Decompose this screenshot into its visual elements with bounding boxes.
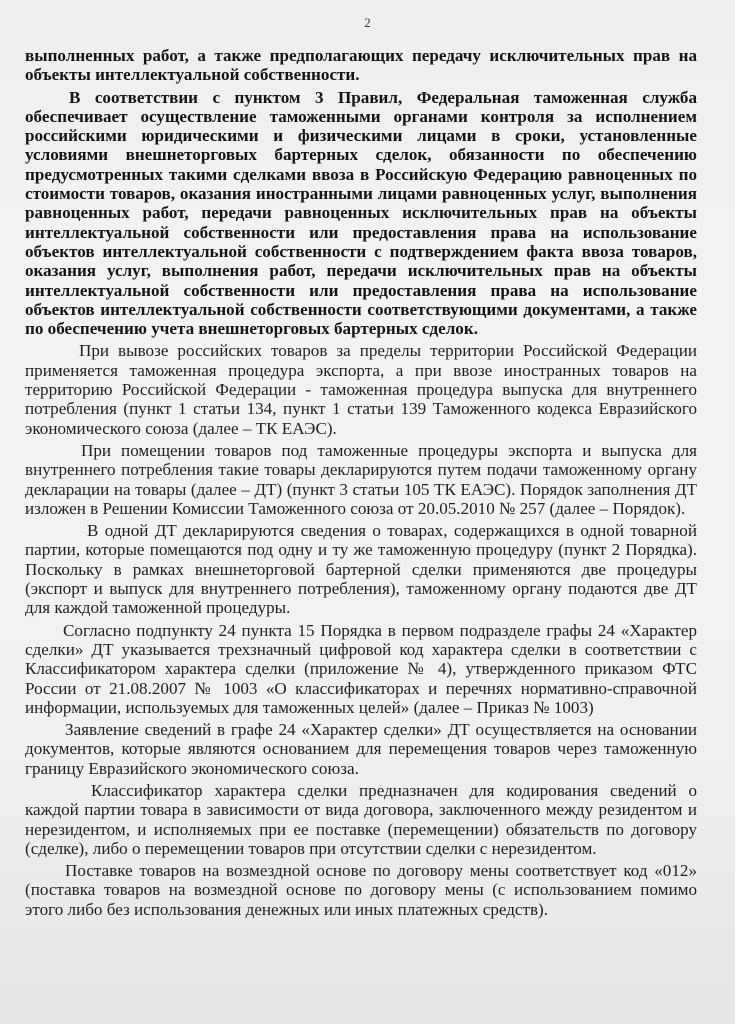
paragraph-9: Поставке товаров на возмездной основе по договору мены соответствует код «012» (поставка товаров на возмездной основе по договору мены (с использованием помимо этого либо без использования денежных или иных платежных средств). [25, 861, 697, 919]
paragraph-8: Классификатор характера сделки предназначен для кодирования сведений о каждой партии товара в зависимости от вида договора, заключенного между резидентом и нерезидентом, и исполняемых при ее поставке (перемещении) обязательств по договору (сделке), либо о перемещении товаров при отсутствии сделки с нерезидентом. [25, 780, 697, 858]
document-body [25, 46, 697, 922]
paragraph-4: При помещении товаров под таможенные процедуры экспорта и выпуска для внутреннего потребления такие товары декларируются путем подачи таможенному органу декларации на товары (далее – ДТ) (пункт 3 статьи 105 ТК ЕАЭС). Порядок заполнения ДТ изложен в Решении Комиссии Таможенного союза от 20.05.2010 № 257 (далее – Порядок). [25, 440, 697, 518]
paragraph-2: В соответствии с пунктом 3 Правил, Федеральная таможенная служба обеспечивает осуществление таможенными органами контроля за исполнением российскими юридическими и физическими лицами в сроки, установленные условиями внешнеторговых бартерных сделок, обязанности по обеспечению предусмотренных такими сделками ввоза в Российскую Федерацию равноценных по стоимости товаров, оказания иностранными лицами равноценных услуг, выполнения равноценных работ, передачи равноценных исключительных прав на объекты интеллектуальной собственности или предоставления права на использование объектов интеллектуальной собственности с подтверждением факта ввоза товаров, оказания услуг, выполнения работ, передачи исключительных прав на объекты интеллектуальной собственности или предоставления права на использование объектов интеллектуальной собственности соответствующими документами, а также по обеспечению учета внешнеторговых бартерных сделок. [25, 87, 697, 339]
paragraph-3: При вывозе российских товаров за пределы территории Российской Федерации применяется таможенная процедура экспорта, а при ввозе иностранных товаров на территорию Российской Федерации - таможенная процедура выпуска для внутреннего потребления (пункт 1 статьи 134, пункт 1 статьи 139 Таможенного кодекса Евразийского экономического союза (далее – ТК ЕАЭС). [25, 341, 697, 438]
paragraph-5: В одной ДТ декларируются сведения о товарах, содержащихся в одной товарной партии, которые помещаются под одну и ту же таможенную процедуру (пункт 2 Порядка). Поскольку в рамках внешнеторговой бартерной сделки применяются две процедуры (экспорт и выпуск для внутреннего потребления), таможенному органу подаются две ДТ для каждой таможенной процедуры. [25, 521, 697, 618]
paragraph-1: выполненных работ, а также предполагающих передачу исключительных прав на объекты интеллектуальной собственности. [25, 46, 697, 85]
paragraph-6: Согласно подпункту 24 пункта 15 Порядка в первом подразделе графы 24 «Характер сделки» ДТ указывается трехзначный цифровой код характера сделки в соответствии с Классификатором характера сделки (приложение № 4), утвержденного приказом ФТС России от 21.08.2007 № 1003 «О классификаторах и перечнях нормативно-справочной информации, используемых для таможенных целей» (далее – Приказ № 1003) [25, 620, 697, 717]
paragraph-7: Заявление сведений в графе 24 «Характер сделки» ДТ осуществляется на основании документов, которые являются основанием для перемещения товаров через таможенную границу Евразийского экономического союза. [25, 720, 697, 778]
page-number: 2 [364, 15, 371, 30]
